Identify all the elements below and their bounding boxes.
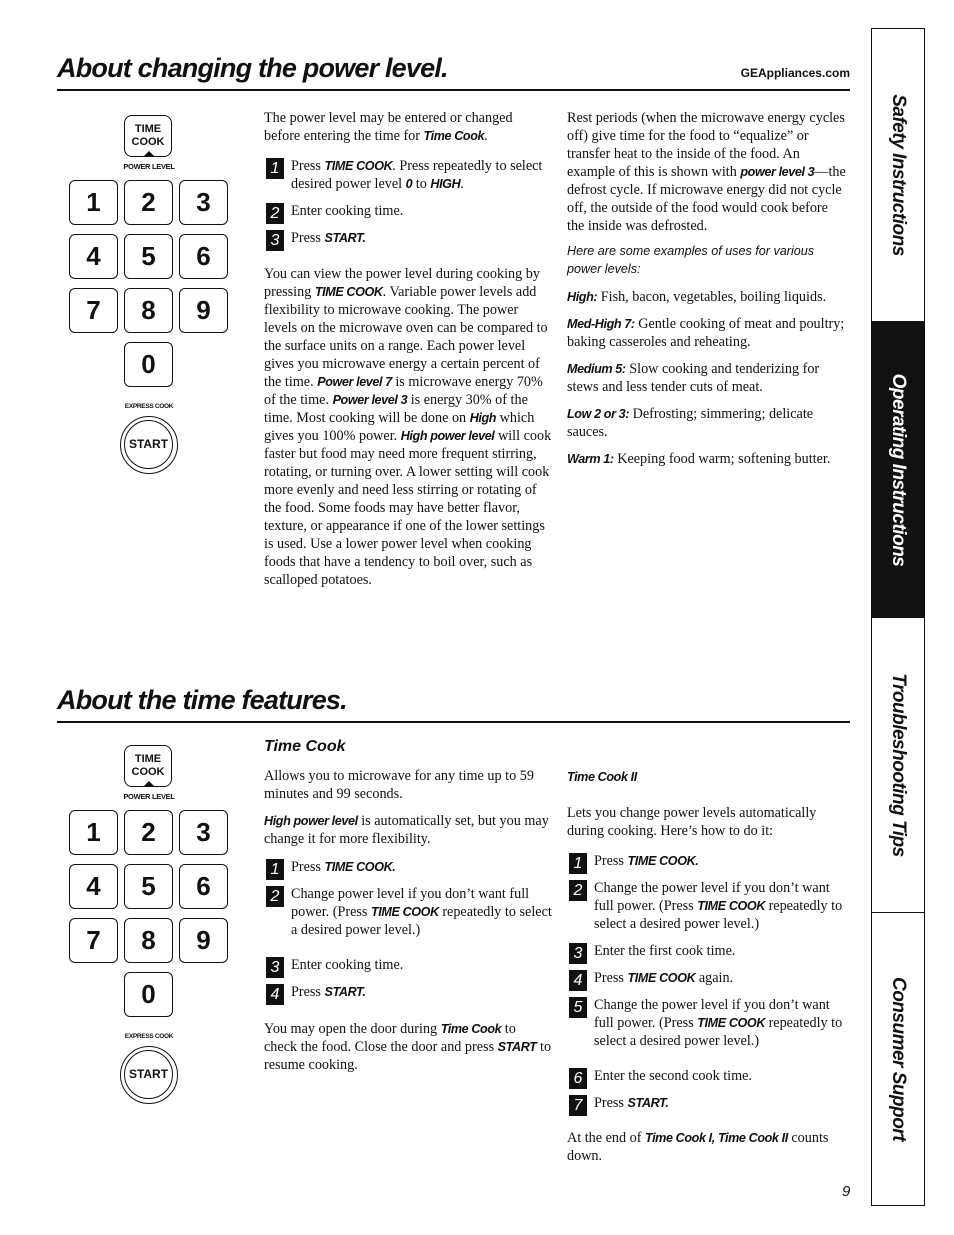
step-number: 5: [569, 997, 587, 1018]
time-cook-key: [124, 745, 172, 787]
time-cook-column: [264, 738, 552, 1083]
digit-key-6: 6: [179, 864, 228, 909]
digit-key-3: 3: [179, 810, 228, 855]
door-note: You may open the door during Time Cook to check the food. Close the door and press START to resume cooking.: [264, 1021, 552, 1073]
time-cook-key-label-1: TIME: [134, 123, 162, 135]
digit-key-4: 4: [69, 864, 118, 909]
tab-label: Troubleshooting Tips: [888, 673, 909, 857]
time-cook-ii-step-4: 4 Press TIME COOK again.: [567, 969, 847, 987]
example-low: Low 2 or 3: Defrosting; simmering; delicate sauces.: [567, 406, 814, 440]
power-intro: The power level may be entered or changed before entering the time for Time Cook.: [264, 110, 513, 144]
start-key-label: START: [124, 1050, 173, 1099]
time-cook-ii-column: [567, 768, 847, 1174]
time-cook-step-4: 4 Press START.: [264, 983, 552, 1001]
step-number: 2: [569, 880, 587, 901]
time-cook-step-2: 2 Change power level if you don’t want full power. (Press TIME COOK repeatedly to select a desired power level.): [264, 885, 552, 939]
digit-key-2: 2: [124, 180, 173, 225]
time-cook-ii-step-3: 3 Enter the first cook time.: [567, 942, 847, 960]
digit-key-0: 0: [124, 342, 173, 387]
power-level-label: POWER LEVEL: [123, 162, 175, 171]
step-number: 4: [569, 970, 587, 991]
time-cook-ii-step-2: 2 Change the power level if you don’t want full power. (Press TIME COOK repeatedly to select a desired power level.): [567, 879, 847, 933]
digit-key-8: 8: [124, 918, 173, 963]
digit-key-9: 9: [179, 918, 228, 963]
examples-intro: Here are some examples of uses for various power levels:: [567, 244, 815, 276]
time-cook-step-3: 3 Enter cooking time.: [264, 956, 552, 974]
tab-safety-instructions[interactable]: [871, 28, 925, 322]
digit-key-9: 9: [179, 288, 228, 333]
tab-label: Consumer Support: [888, 976, 909, 1142]
example-med-high: Med-High 7: Gentle cooking of meat and poultry; baking casseroles and reheating.: [567, 316, 845, 350]
tab-label: Safety Instructions: [888, 94, 909, 256]
time-cook-ii-step-7: 7 Press START.: [567, 1094, 847, 1112]
start-key: [120, 1046, 178, 1104]
power-step-3: 3 Press START.: [264, 229, 552, 247]
start-key: [120, 416, 178, 474]
digit-key-1: 1: [69, 180, 118, 225]
time-cook-ii-heading: Time Cook II: [567, 770, 637, 784]
section-title-time: About the time features.: [57, 685, 347, 715]
digit-key-3: 3: [179, 180, 228, 225]
step-number: 2: [266, 886, 284, 907]
time-cook-key-label-1: TIME: [134, 753, 162, 765]
time-cook-ii-step-6: 6 Enter the second cook time.: [567, 1067, 847, 1085]
time-cook-key-label-2: COOK: [131, 766, 165, 778]
rest-periods-text: Rest periods (when the microwave energy cycles off) give time for the food to “equalize” or transfer heat to the inside of the food. An example of this is shown with power level 3—the defrost cycle. If microwave energy did not cycle off, the outside of the food would cook before the inside was defrosted.: [567, 110, 846, 234]
time-cook-heading: Time Cook: [264, 738, 346, 755]
power-right-column: [567, 109, 847, 477]
tab-operating-instructions[interactable]: [871, 321, 925, 618]
time-cook-key: [124, 115, 172, 157]
express-cook-label: EXPRESS COOK: [124, 1033, 174, 1040]
page-number: 9: [842, 1183, 851, 1200]
digit-key-2: 2: [124, 810, 173, 855]
start-key-label: START: [124, 420, 173, 469]
example-warm: Warm 1: Keeping food warm; softening butter.: [567, 451, 831, 467]
power-step-1: 1 Press TIME COOK. Press repeatedly to select desired power level 0 to HIGH.: [264, 157, 552, 193]
power-step-2: 2 Enter cooking time.: [264, 202, 552, 220]
triangle-icon: [143, 151, 155, 157]
tab-label: Operating Instructions: [888, 373, 909, 566]
step-number: 3: [569, 943, 587, 964]
step-number: 3: [266, 957, 284, 978]
page-title: About changing the power level.: [57, 53, 448, 83]
title-rule: [57, 89, 850, 91]
site-url: GEAppliances.com: [740, 66, 850, 80]
express-cook-label: EXPRESS COOK: [124, 403, 174, 410]
digit-key-6: 6: [179, 234, 228, 279]
tab-consumer-support[interactable]: [871, 912, 925, 1206]
digit-key-8: 8: [124, 288, 173, 333]
digit-key-1: 1: [69, 810, 118, 855]
section-rule: [57, 721, 850, 723]
power-level-label: POWER LEVEL: [123, 792, 175, 801]
tab-troubleshooting-tips[interactable]: [871, 617, 925, 913]
step-number: 4: [266, 984, 284, 1005]
step-number: 3: [266, 230, 284, 251]
step-number: 1: [569, 853, 587, 874]
time-cook-ii-step-1: 1 Press TIME COOK.: [567, 852, 847, 870]
power-explanation: You can view the power level during cooking by pressing TIME COOK. Variable power levels add flexibility to microwave cooking. The power levels on the microwave oven can be compared to the surface units on a range. Each power level gives you microwave energy a certain percent of the time. Power level 7 is microwave energy 70% of the time. Power level 3 is energy 30% of the time. Most cooking will be done on High which gives you 100% power. High power level will cook faster but food may need more frequent stirring, rotating, or turning over. A lower setting will cook more evenly and need less stirring or rotating of the food. Some foods may have better flavor, texture, or appearance if one of the lower settings is used. Use a lower power level when cooking foods that have a tendency to boil over, such as scalloped potatoes.: [264, 266, 552, 588]
step-number: 2: [266, 203, 284, 224]
time-cook-key-label-2: COOK: [131, 136, 165, 148]
digit-key-4: 4: [69, 234, 118, 279]
digit-key-0: 0: [124, 972, 173, 1017]
digit-key-7: 7: [69, 918, 118, 963]
step-number: 1: [266, 158, 284, 179]
time-cook-power-note: High power level is automatically set, but you may change it for more flexibility.: [264, 813, 549, 847]
time-cook-step-1: 1 Press TIME COOK.: [264, 858, 552, 876]
step-number: 1: [266, 859, 284, 880]
step-number: 7: [569, 1095, 587, 1116]
triangle-icon: [143, 781, 155, 787]
digit-key-5: 5: [124, 234, 173, 279]
step-number: 6: [569, 1068, 587, 1089]
power-middle-column: [264, 109, 552, 598]
example-high: High: Fish, bacon, vegetables, boiling liquids.: [567, 289, 827, 305]
countdown-note: At the end of Time Cook I, Time Cook II counts down.: [567, 1130, 829, 1164]
time-cook-desc: Allows you to microwave for any time up to 59 minutes and 99 seconds.: [264, 768, 534, 802]
example-medium: Medium 5: Slow cooking and tenderizing for stews and less tender cuts of meat.: [567, 361, 820, 395]
time-cook-ii-desc: Lets you change power levels automatically during cooking. Here’s how to do it:: [567, 805, 817, 839]
digit-key-5: 5: [124, 864, 173, 909]
time-cook-ii-step-5: 5 Change the power level if you don’t want full power. (Press TIME COOK repeatedly to select a desired power level.): [567, 996, 847, 1050]
digit-key-7: 7: [69, 288, 118, 333]
